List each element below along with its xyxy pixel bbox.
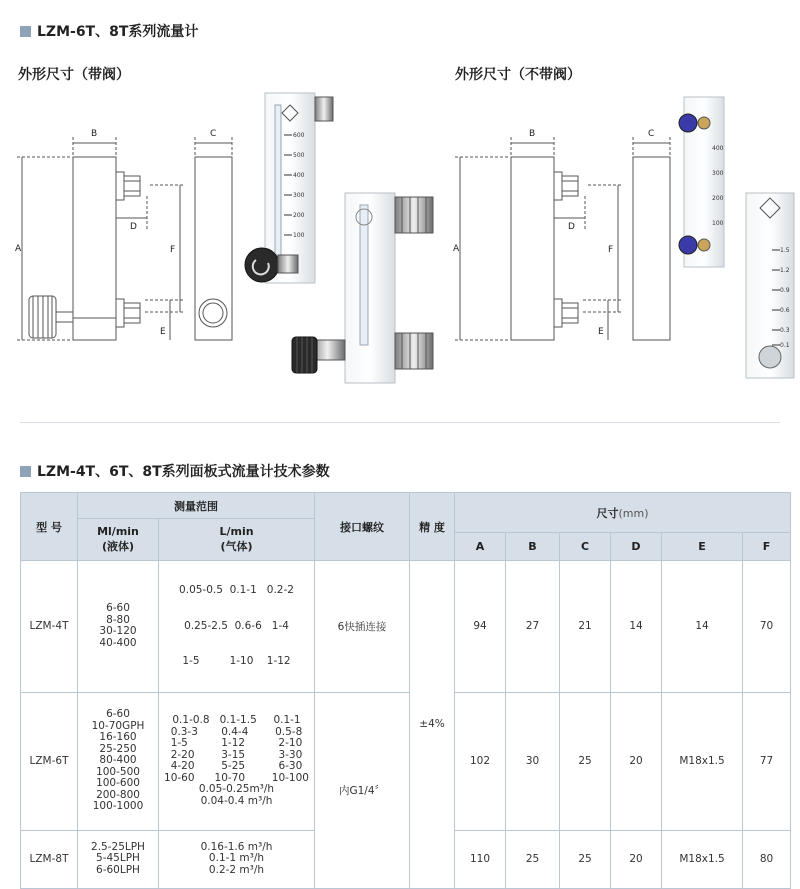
header-size-label: 尺寸	[596, 506, 619, 520]
dim-label-d: D	[130, 222, 137, 232]
cell-gas-range	[159, 692, 315, 830]
dim-label-f: F	[170, 245, 176, 255]
range-line: 80-400	[99, 754, 137, 767]
dim-label-b: B	[91, 129, 98, 139]
range-line: 0.16-1.6 m³/h	[200, 840, 273, 853]
cell-liquid-range	[78, 692, 159, 830]
range-line: 1-5 1-10 1-12	[182, 655, 291, 667]
range-line: 6-60	[106, 708, 130, 721]
scale-100: 100	[712, 220, 724, 227]
range-line: 5-45LPH	[96, 852, 140, 865]
cell-liquid-range	[78, 561, 159, 693]
diagram-title-with-valve: 外形尺寸（带阀）	[18, 67, 130, 83]
header-thread: 接口螺纹	[315, 493, 410, 561]
scale-100: 100	[293, 232, 305, 239]
range-line: 200-800	[96, 788, 140, 801]
cell-dim-b: 25	[506, 830, 560, 888]
range-line: 100-600	[96, 777, 140, 790]
range-line: 25-250	[99, 742, 137, 755]
header-size	[455, 493, 791, 533]
dim-label-e: E	[598, 327, 604, 337]
cell-dim-f: 77	[743, 692, 791, 830]
section-title-spec-table	[20, 461, 330, 481]
cell-accuracy: ±4%	[410, 561, 455, 889]
range-line: 0.05-0.5 0.1-1 0.2-2	[179, 584, 294, 596]
range-line: 2-20 3-15 3-30	[170, 748, 303, 761]
table-row	[21, 692, 791, 830]
range-line: 40-400	[99, 636, 137, 649]
header-liquid-label: (液体)	[101, 540, 135, 553]
cell-dim-e: M18x1.5	[662, 830, 743, 888]
cell-dim-c: 25	[560, 692, 611, 830]
range-line: 8-80	[106, 613, 130, 626]
header-accuracy: 精 度	[410, 493, 455, 561]
range-line: 0.05-0.25m³/h	[198, 783, 275, 795]
header-dim-b: B	[506, 533, 560, 561]
dim-label-e: E	[160, 327, 166, 337]
dim-label-f: F	[608, 245, 614, 255]
range-line: 2.5-25LPH	[91, 840, 145, 853]
range-line: 0.1-0.8 0.1-1.5 0.1-1	[172, 714, 301, 726]
cell-dim-b: 30	[506, 692, 560, 830]
scale-400: 400	[293, 172, 305, 179]
range-line: 16-160	[99, 731, 137, 744]
section-title-text: LZM-6T、8T系列流量计	[37, 24, 199, 40]
header-dim-f: F	[743, 533, 791, 561]
scale-400: 400	[712, 145, 724, 152]
range-line: 0.3-3 0.4-4 0.5-8	[170, 725, 303, 738]
cell-dim-f: 80	[743, 830, 791, 888]
scale-200: 200	[293, 212, 305, 219]
header-size-unit: (mm)	[618, 506, 649, 520]
range-line: 4-20 5-25 6-30	[170, 760, 303, 772]
cell-model: LZM-6T	[21, 692, 78, 830]
cell-dim-a: 110	[455, 830, 506, 888]
range-line: 0.04-0.4 m³/h	[200, 794, 273, 807]
header-liquid	[78, 519, 159, 561]
header-dim-c: C	[560, 533, 611, 561]
section-divider	[20, 422, 780, 423]
header-ml-min: Ml/min	[97, 525, 139, 538]
range-line: 100-1000	[92, 800, 144, 813]
scale-200: 200	[712, 195, 724, 202]
range-line: 100-500	[96, 765, 140, 778]
range-line: 6-60	[106, 602, 130, 615]
range-line: 6-60LPH	[96, 863, 140, 876]
cell-thread: 内G1/4〞	[315, 692, 410, 888]
cell-liquid-range	[78, 830, 159, 888]
cell-model: LZM-4T	[21, 561, 78, 693]
dim-label-a: A	[15, 244, 22, 254]
flowmeter-photo-without-valve	[672, 95, 797, 380]
range-line: 0.1-1 m³/h	[208, 852, 265, 865]
cell-gas-range	[159, 561, 315, 693]
cell-gas-range	[159, 830, 315, 888]
cell-dim-d: 14	[611, 561, 662, 693]
range-line: 1-5 1-12 2-10	[170, 737, 303, 749]
header-l-min: L/min	[219, 525, 254, 538]
cell-dim-f: 70	[743, 561, 791, 693]
header-dim-d: D	[611, 533, 662, 561]
range-line: 30-120	[99, 625, 137, 638]
header-gas	[159, 519, 315, 561]
diagram-title-without-valve: 外形尺寸（不带阀）	[455, 67, 581, 83]
cell-dim-c: 21	[560, 561, 611, 693]
range-line: 0.2-2 m³/h	[208, 863, 265, 876]
header-gas-label: (气体)	[220, 540, 253, 553]
dim-label-c: C	[210, 129, 217, 139]
dim-label-a: A	[453, 244, 460, 254]
cell-dim-a: 94	[455, 561, 506, 693]
dim-label-c: C	[648, 129, 655, 139]
table-row	[21, 561, 791, 693]
header-model: 型 号	[21, 493, 78, 561]
scale-300: 300	[293, 192, 305, 199]
cell-dim-d: 20	[611, 692, 662, 830]
cell-model: LZM-8T	[21, 830, 78, 888]
scale-0-3: 0.3	[780, 327, 790, 334]
header-dim-e: E	[662, 533, 743, 561]
cell-dim-a: 102	[455, 692, 506, 830]
scale-0-6: 0.6	[780, 307, 790, 314]
cell-dim-e: 14	[662, 561, 743, 693]
dim-label-b: B	[529, 129, 536, 139]
section-marker-icon	[20, 466, 31, 477]
range-line: 0.25-2.5 0.6-6 1-4	[184, 619, 289, 632]
scale-500: 500	[293, 152, 305, 159]
cell-dim-b: 27	[506, 561, 560, 693]
range-line: 10-70GPH	[91, 719, 145, 732]
cell-dim-d: 20	[611, 830, 662, 888]
header-range: 测量范围	[78, 493, 315, 519]
cell-dim-c: 25	[560, 830, 611, 888]
scale-600: 600	[293, 132, 305, 139]
cell-dim-e: M18x1.5	[662, 692, 743, 830]
dim-label-d: D	[568, 222, 575, 232]
scale-300: 300	[712, 170, 724, 177]
scale-0-1: 0.1	[780, 342, 790, 349]
header-dim-a: A	[455, 533, 506, 561]
scale-1-5: 1.5	[780, 247, 790, 254]
scale-1-2: 1.2	[780, 267, 790, 274]
section-title-text: LZM-4T、6T、8T系列面板式流量计技术参数	[37, 464, 330, 480]
scale-0-9: 0.9	[780, 287, 790, 294]
range-line: 10-60 10-70 10-100	[164, 771, 309, 784]
cell-thread: 6快插连接	[315, 561, 410, 693]
spec-table	[20, 492, 791, 889]
